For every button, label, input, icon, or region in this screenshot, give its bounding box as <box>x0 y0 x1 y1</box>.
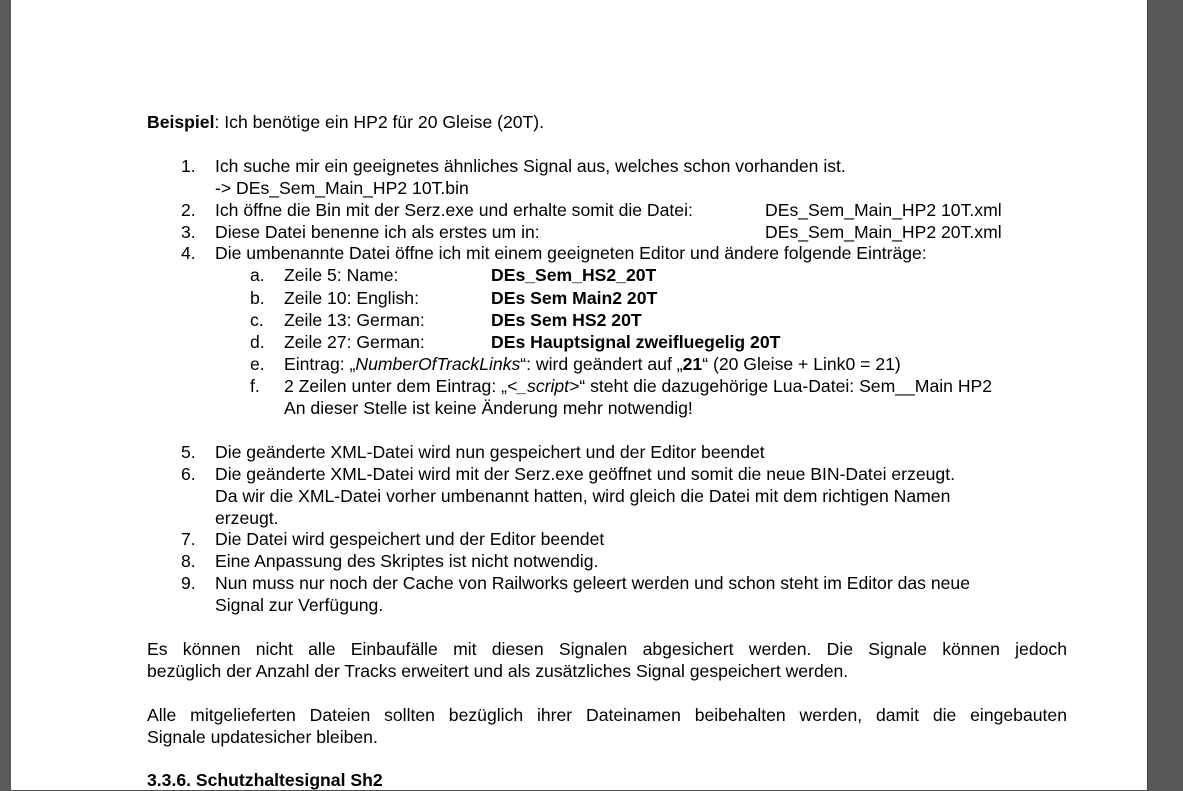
step-text: Nun muss nur noch der Cache von Railworks geleert werden und schon steht im Editor das neue <box>215 573 970 593</box>
step-number: 3. <box>181 222 196 242</box>
substep-letter: e. <box>250 354 265 374</box>
step-number: 9. <box>181 573 196 593</box>
beispiel-text: : Ich benötige ein HP2 für 20 Gleise (20T). <box>214 112 545 132</box>
substep-value: DEs_Sem_HS2_20T <box>491 265 657 285</box>
step-number: 4. <box>181 243 196 263</box>
beispiel-label: Beispiel <box>147 112 215 132</box>
step-number: 7. <box>181 529 196 549</box>
step-continuation: erzeugt. <box>215 508 279 528</box>
step-continuation: -> DEs_Sem_Main_HP2 10T.bin <box>215 178 469 198</box>
substep-entry: Eintrag: „NumberOfTrackLinks“: wird geändert auf „21“ (20 Gleise + Link0 = 21) <box>284 354 901 374</box>
beispiel-line <box>147 111 544 133</box>
step-text: Eine Anpassung des Skriptes ist nicht notwendig. <box>215 551 599 571</box>
step-text: Ich öffne die Bin mit der Serz.exe und erhalte somit die Datei: <box>215 200 693 220</box>
substep-letter: d. <box>250 332 265 352</box>
substep-label: Zeile 27: German: <box>284 332 425 352</box>
viewer-background-right <box>1148 0 1183 790</box>
substep-letter: f. <box>250 376 260 396</box>
entry-key: NumberOfTrackLinks <box>355 354 521 374</box>
document-page <box>11 0 1147 790</box>
substep-label: Zeile 5: Name: <box>284 265 399 285</box>
step-number: 1. <box>181 156 196 176</box>
step-text: Die geänderte XML-Datei wird mit der Serz.exe geöffnet und somit die neue BIN-Datei erzeugt. <box>215 464 955 484</box>
substep-label: Zeile 13: German: <box>284 310 425 330</box>
step-text: Die Datei wird gespeichert und der Editor beendet <box>215 529 605 549</box>
step-filename: DEs_Sem_Main_HP2 20T.xml <box>765 222 1002 242</box>
substep-letter: b. <box>250 288 265 308</box>
section-heading: 3.3.6. Schutzhaltesignal Sh2 <box>147 770 383 790</box>
substep-letter: a. <box>250 265 265 285</box>
step-number: 2. <box>181 200 196 220</box>
step-continuation: Signal zur Verfügung. <box>215 595 384 615</box>
entry-value: 21 <box>682 354 703 374</box>
paragraph-line: bezüglich der Anzahl der Tracks erweitert und als zusätzliches Signal gespeichert werden. <box>147 661 849 681</box>
substep-letter: c. <box>250 310 264 330</box>
step-number: 8. <box>181 551 196 571</box>
step-text: Ich suche mir ein geeignetes ähnliches Signal aus, welches schon vorhanden ist. <box>215 156 846 176</box>
step-continuation: Da wir die XML-Datei vorher umbenannt hatten, wird gleich die Datei mit dem richtigen Namen <box>215 486 951 506</box>
viewer-background-left <box>0 0 11 790</box>
paragraph-line: Alle mitgelieferten Dateien sollten bezüglich ihrer Dateinamen beibehalten werden, damit die eingebauten <box>147 705 1067 725</box>
step-filename: DEs_Sem_Main_HP2 10T.xml <box>765 200 1002 220</box>
entry-key: <_script> <box>506 376 580 396</box>
step-number: 5. <box>181 442 196 462</box>
step-text: Diese Datei benenne ich als erstes um in: <box>215 222 540 242</box>
step-text: Die umbenannte Datei öffne ich mit einem geeigneten Editor und ändere folgende Einträge: <box>215 243 927 263</box>
substep-label: Zeile 10: English: <box>284 288 419 308</box>
paragraph-line: Es können nicht alle Einbaufälle mit diesen Signalen abgesichert werden. Die Signale können jedoch <box>147 639 1067 659</box>
step-number: 6. <box>181 464 196 484</box>
paragraph-line: Signale updatesicher bleiben. <box>147 727 378 747</box>
substep-entry: 2 Zeilen unter dem Eintrag: „<_script>“ steht die dazugehörige Lua-Datei: Sem__Main HP2 <box>284 376 993 396</box>
step-text: Die geänderte XML-Datei wird nun gespeichert und der Editor beendet <box>215 442 765 462</box>
substep-value: DEs Hauptsignal zweifluegelig 20T <box>491 332 781 352</box>
substep-value: DEs Sem Main2 20T <box>491 288 658 308</box>
substep-continuation: An dieser Stelle ist keine Änderung mehr notwendig! <box>284 398 693 418</box>
substep-value: DEs Sem HS2 20T <box>491 310 642 330</box>
